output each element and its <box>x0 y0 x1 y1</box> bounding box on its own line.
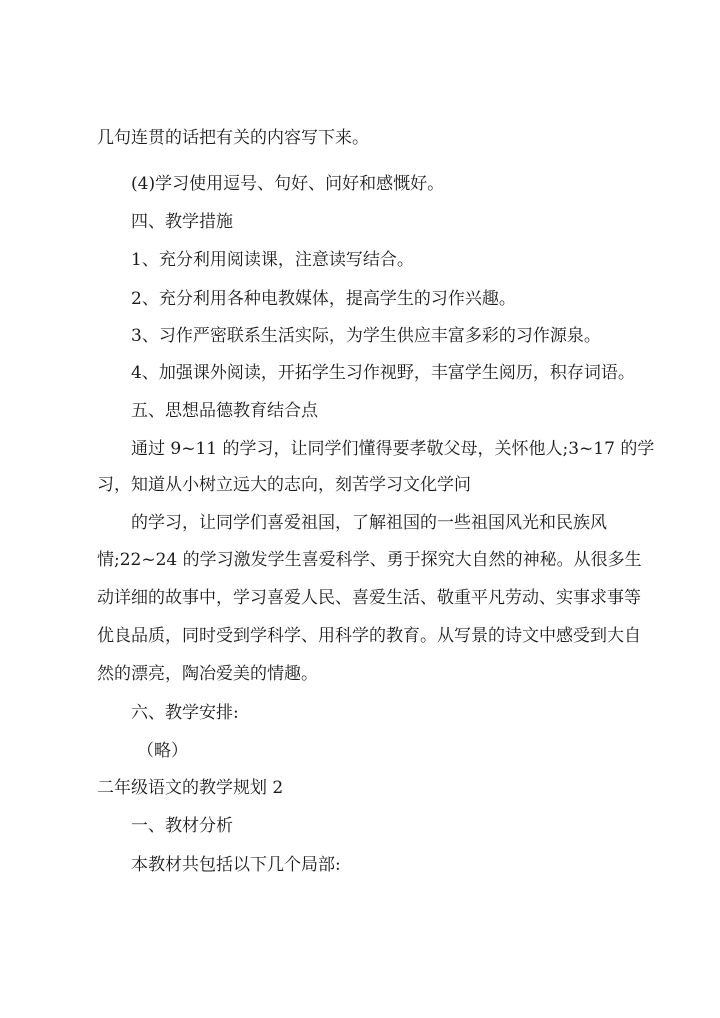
paragraph-line: 情;22~24 的学习激发学生喜爱科学、勇于探究大自然的神秘。从很多生 <box>97 550 642 570</box>
paragraph-line: 动详细的故事中，学习喜爱人民、喜爱生活、敬重平凡劳动、实事求事等 <box>97 588 641 608</box>
paragraph-line: 几句连贯的话把有关的内容写下来。 <box>97 128 369 148</box>
omitted-note: （略） <box>137 741 188 761</box>
list-item-1: 1、充分利用阅读课，注意读写结合。 <box>131 250 414 270</box>
paragraph-line: 优良品质，同时受到学科学、用科学的教育。从写景的诗文中感受到大自 <box>97 626 641 646</box>
paragraph-line: 的学习，让同学们喜爱祖国，了解祖国的一些祖国风光和民族风 <box>131 513 607 533</box>
section-heading-textbook-analysis: 一、教材分析 <box>131 816 233 836</box>
paragraph-line: 本教材共包括以下几个局部: <box>131 855 341 875</box>
paragraph-line: 习，知道从小树立远大的志向，刻苦学习文化学问 <box>97 475 471 495</box>
paragraph-line: 然的漂亮，陶冶爱美的情趣。 <box>97 664 318 684</box>
section-heading-moral-education: 五、思想品德教育结合点 <box>131 401 318 421</box>
section-heading-teaching-measures: 四、教学措施 <box>131 212 233 232</box>
list-item-4b: 4、加强课外阅读，开拓学生习作视野，丰富学生阅历，积存词语。 <box>131 363 635 383</box>
document-title-2: 二年级语文的教学规划 2 <box>97 778 284 798</box>
list-item-4: (4)学习使用逗号、句好、问好和感慨好。 <box>131 174 445 194</box>
paragraph-line: 通过 9~11 的学习，让同学们懂得要孝敬父母，关怀他人;3~17 的学 <box>131 439 655 459</box>
section-heading-teaching-arrangement: 六、教学安排: <box>131 703 239 723</box>
list-item-2: 2、充分利用各种电教媒体，提高学生的习作兴趣。 <box>131 289 516 309</box>
list-item-3: 3、习作严密联系生活实际，为学生供应丰富多彩的习作源泉。 <box>131 326 601 346</box>
